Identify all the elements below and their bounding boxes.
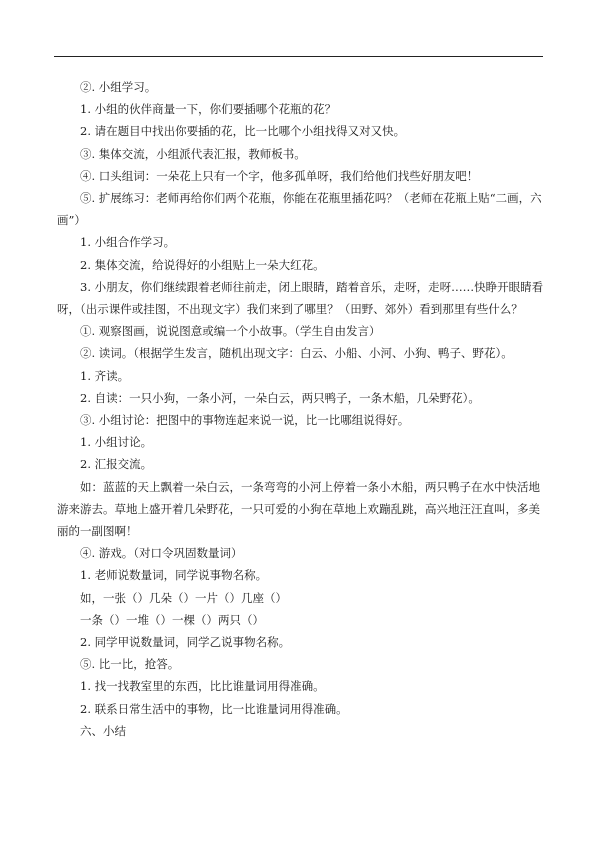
text-line: 1. 老师说数量词，同学说事物名称。: [80, 568, 268, 583]
text-line: ④. 游戏。（对口令巩固数量词）: [80, 546, 243, 561]
text-line: ④. 口头组词：一朵花上只有一个字，他多孤单呀，我们给他们找些好朋友吧！: [80, 168, 479, 183]
text-line: 1. 小组讨论。: [80, 435, 153, 450]
text-line: 1. 小组合作学习。: [80, 235, 176, 250]
text-line: 1. 齐读。: [80, 368, 130, 383]
text-line: 2. 请在题目中找出你要插的花，比一比哪个小组找得又对又快。: [80, 124, 406, 139]
text-line: 2. 联系日常生活中的事物，比一比谁量词用得准确。: [80, 701, 348, 716]
text-line: ③. 集体交流，小组派代表汇报，教师板书。: [80, 146, 306, 161]
section-heading: 六、小结: [80, 723, 126, 738]
text-line: 1. 找一找教室里的东西，比比谁量词用得准确。: [80, 679, 325, 694]
text-line: ②. 小组学习。: [80, 80, 157, 94]
text-line: ③. 小组讨论：把图中的事物连起来说一说，比一比哪组说得好。: [80, 413, 410, 428]
text-line: 2. 同学甲说数量词，同学乙说事物名称。: [80, 635, 291, 650]
text-paragraph: 3. 小朋友，你们继续跟着老师往前走，闭上眼睛，踏着音乐，走呀，走呀……快睁开眼睛看呀，（出示课件或挂图，不出现文字）我们来到了哪里？（田野、郊外）看到那里有些什么？: [57, 279, 544, 317]
text-line: 1. 小组的伙伴商量一下，你们要插哪个花瓶的花？: [80, 102, 337, 117]
document-body: [57, 76, 544, 742]
text-paragraph: 如：蓝蓝的天上飘着一朵白云，一条弯弯的小河上停着一条小木船，两只鸭子在水中快活地游来游去。草地上盛开着几朵野花，一只可爱的小狗在草地上欢蹦乱跳，高兴地汪汪直叫，多美丽的一副图啊！: [57, 479, 540, 539]
header-rule: [54, 56, 543, 57]
text-line: 2. 汇报交流。: [80, 457, 153, 472]
text-line: 如，一张（）几朵（）一片（）几座（）: [80, 590, 287, 605]
text-line: ①. 观察图画，说说图意或编一个小故事。（学生自由发言）: [80, 324, 381, 339]
text-line: 一条（）一堆（）一棵（）两只（）: [80, 612, 264, 627]
text-line: ⑤. 比一比，抢答。: [80, 657, 180, 672]
text-line: 2. 自读：一只小狗，一条小河，一朵白云，两只鸭子，一条木船，几朵野花）。: [80, 390, 480, 405]
text-paragraph: ⑤. 扩展练习：老师再给你们两个花瓶，你能在花瓶里插花吗？（老师在花瓶上贴“二画，六画”）: [57, 191, 542, 228]
text-line: ②. 读词。（根据学生发言，随机出现文字：白云、小船、小河、小狗、鸭子、野花）。: [80, 346, 513, 361]
text-line: 2. 集体交流，给说得好的小组贴上一朵大红花。: [80, 257, 325, 272]
